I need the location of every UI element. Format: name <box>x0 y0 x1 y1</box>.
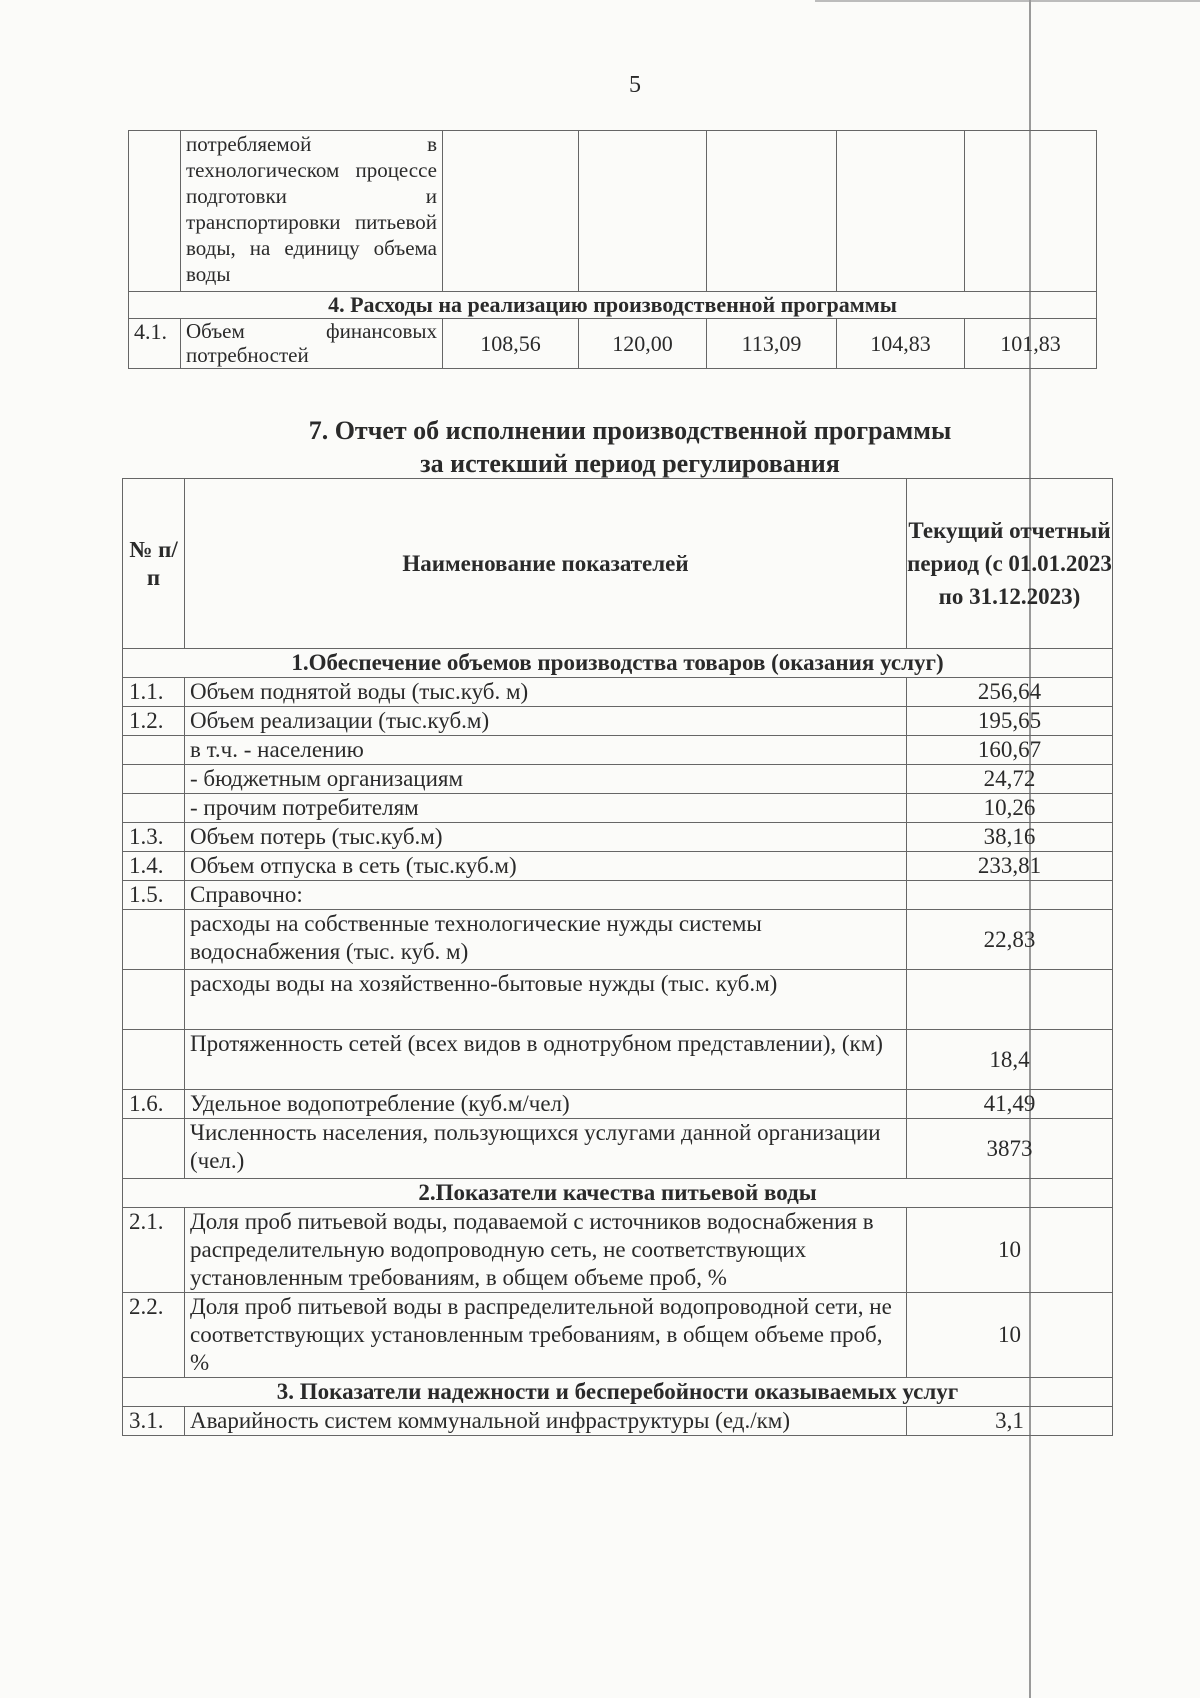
indicator-value: 41,49 <box>907 1090 1113 1119</box>
row-number <box>123 1030 185 1090</box>
indicator-value: 3,1 <box>907 1407 1113 1436</box>
table-row <box>123 1030 1113 1090</box>
indicator-value <box>907 970 1113 1030</box>
value-cell: 108,56 <box>443 319 579 369</box>
row-number <box>123 970 185 1030</box>
indicator-name: Справочно: <box>185 881 907 910</box>
indicator-name: Объем реализации (тыс.куб.м) <box>185 707 907 736</box>
row-number: 2.2. <box>123 1293 185 1378</box>
row-number: 1.4. <box>123 852 185 881</box>
row-number <box>123 736 185 765</box>
table-row <box>123 1119 1113 1179</box>
table-row <box>123 852 1113 881</box>
value-cell <box>837 131 965 292</box>
section-header-row <box>123 649 1113 678</box>
value-cell <box>707 131 837 292</box>
indicator-name: Аварийность систем коммунальной инфраструктуры (ед./км) <box>185 1407 907 1436</box>
indicator-name: Объем потерь (тыс.куб.м) <box>185 823 907 852</box>
indicator-value: 24,72 <box>907 765 1113 794</box>
header-number: № п/п <box>123 479 185 649</box>
row-number <box>123 1119 185 1179</box>
table-row <box>123 1208 1113 1293</box>
table-row <box>123 823 1113 852</box>
header-indicator-name: Наименование показателей <box>185 479 907 649</box>
production-program-table-continued <box>128 130 1097 369</box>
report-title-line-1: 7. Отчет об исполнении производственной программы <box>308 416 952 445</box>
row-number: 1.2. <box>123 707 185 736</box>
section-3-title: 3. Показатели надежности и бесперебойности оказываемых услуг <box>123 1378 1113 1407</box>
indicator-name: в т.ч. - населению <box>185 736 907 765</box>
row-number: 1.3. <box>123 823 185 852</box>
indicator-value: 10,26 <box>907 794 1113 823</box>
row-number: 1.5. <box>123 881 185 910</box>
row-number <box>123 910 185 970</box>
indicator-value: 22,83 <box>907 910 1113 970</box>
table-row <box>123 794 1113 823</box>
value-cell: 113,09 <box>707 319 837 369</box>
section-2-title: 2.Показатели качества питьевой воды <box>123 1179 1113 1208</box>
indicator-name: - прочим потребителям <box>185 794 907 823</box>
row-number <box>123 765 185 794</box>
table-row <box>123 1293 1113 1378</box>
page-number: 5 <box>629 72 641 98</box>
header-row <box>123 479 1113 649</box>
value-cell: 120,00 <box>579 319 707 369</box>
indicator-name: Удельное водопотребление (куб.м/чел) <box>185 1090 907 1119</box>
row-number: 1.6. <box>123 1090 185 1119</box>
indicator-value: 38,16 <box>907 823 1113 852</box>
indicator-value: 195,65 <box>907 707 1113 736</box>
indicator-name: Объем отпуска в сеть (тыс.куб.м) <box>185 852 907 881</box>
table-row <box>123 736 1113 765</box>
indicator-name: Объем поднятой воды (тыс.куб. м) <box>185 678 907 707</box>
table-row <box>123 678 1113 707</box>
report-title <box>250 414 1010 480</box>
report-table <box>122 478 1113 1436</box>
section-header-row <box>123 1179 1113 1208</box>
indicator-value: 10 <box>907 1293 1113 1378</box>
value-cell <box>443 131 579 292</box>
table-row <box>123 765 1113 794</box>
table-row <box>123 910 1113 970</box>
indicator-name: Численность населения, пользующихся услугами данной организации (чел.) <box>185 1119 907 1179</box>
table-row <box>123 1090 1113 1119</box>
row-number: 2.1. <box>123 1208 185 1293</box>
value-cell: 101,83 <box>965 319 1097 369</box>
indicator-name: Объем финансовых потребностей <box>181 319 443 369</box>
indicator-name: Протяженность сетей (всех видов в однотрубном представлении), (км) <box>185 1030 907 1090</box>
value-cell <box>579 131 707 292</box>
table-row <box>129 131 1097 292</box>
report-title-line-2: за истекший период регулирования <box>420 449 840 478</box>
value-cell: 104,83 <box>837 319 965 369</box>
indicator-name: Доля проб питьевой воды в распределительной водопроводной сети, не соответствующих установленным требованиям, в общем объеме проб, % <box>185 1293 907 1378</box>
table-row <box>123 1407 1113 1436</box>
section-4-title: 4. Расходы на реализацию производственной программы <box>129 292 1097 319</box>
table-row <box>123 881 1113 910</box>
indicator-value <box>907 881 1113 910</box>
continued-indicator-text: потребляемой в технологическом процессе подготовки и транспортировки питьевой воды, на единицу объема воды <box>181 131 443 292</box>
indicator-name: расходы воды на хозяйственно-бытовые нужды (тыс. куб.м) <box>185 970 907 1030</box>
indicator-name: - бюджетным организациям <box>185 765 907 794</box>
scan-edge-line <box>815 0 1200 2</box>
table-row <box>123 707 1113 736</box>
section-header-row <box>123 1378 1113 1407</box>
indicator-value: 233,81 <box>907 852 1113 881</box>
indicator-value: 10 <box>907 1208 1113 1293</box>
table-row <box>123 970 1113 1030</box>
indicator-name: Доля проб питьевой воды, подаваемой с источников водоснабжения в распределительную водопроводную сеть, не соответствующих установленным требованиям, в общем объеме проб, % <box>185 1208 907 1293</box>
row-number: 1.1. <box>123 678 185 707</box>
row-number: 4.1. <box>129 319 181 369</box>
value-cell <box>965 131 1097 292</box>
section-header-row <box>129 292 1097 319</box>
indicator-name: расходы на собственные технологические нужды системы водоснабжения (тыс. куб. м) <box>185 910 907 970</box>
indicator-value: 18,4 <box>907 1030 1113 1090</box>
row-number <box>123 794 185 823</box>
row-number-cell <box>129 131 181 292</box>
indicator-value: 3873 <box>907 1119 1113 1179</box>
table-row <box>129 319 1097 369</box>
section-1-title: 1.Обеспечение объемов производства товаров (оказания услуг) <box>123 649 1113 678</box>
indicator-value: 256,64 <box>907 678 1113 707</box>
row-number: 3.1. <box>123 1407 185 1436</box>
indicator-value: 160,67 <box>907 736 1113 765</box>
header-reporting-period: Текущий отчетный период (с 01.01.2023 по 31.12.2023) <box>907 479 1113 649</box>
